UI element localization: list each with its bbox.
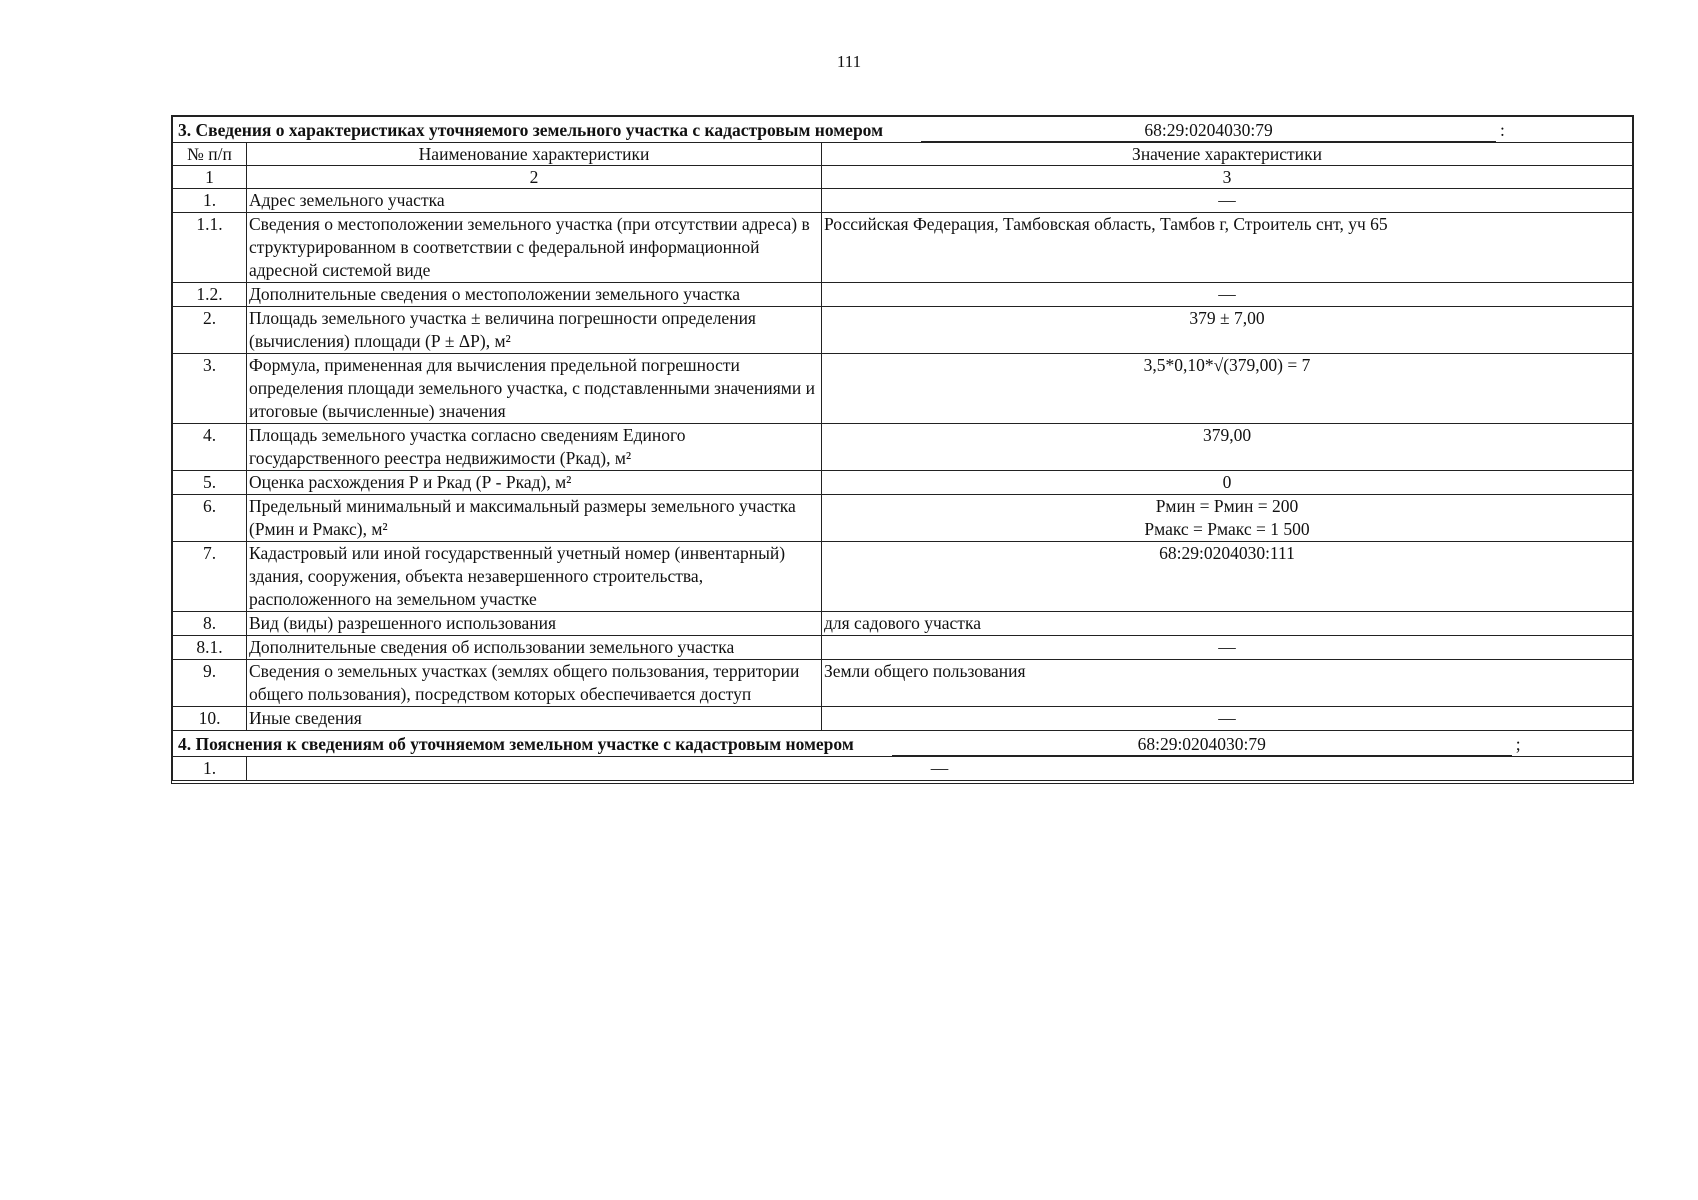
table-row (173, 354, 1633, 424)
section4-cadastral-number: 68:29:0204030:79 (892, 733, 1512, 756)
row-name: Площадь земельного участка ± величина погрешности определения (вычисления) площади (Р ± ΔР), м² (247, 307, 822, 354)
index-num: 1 (173, 166, 247, 189)
row-num: 7. (173, 542, 247, 612)
table-row (173, 471, 1633, 495)
table-row (173, 189, 1633, 213)
table-row (173, 213, 1633, 283)
characteristics-table (172, 116, 1633, 783)
bottom-border-row (173, 781, 1633, 784)
section4-end-mark: ; (1515, 734, 1521, 754)
row-name: Предельный минимальный и максимальный размеры земельного участка (Рмин и Рмакс), м² (247, 495, 822, 542)
section3-end-mark: : (1500, 120, 1505, 140)
row-name: Сведения о земельных участках (землях общего пользования, территории общего пользования), посредством которых обеспечивается доступ (247, 660, 822, 707)
index-value: 3 (822, 166, 1633, 189)
row-value: 3,5*0,10*√(379,00) = 7 (822, 354, 1633, 424)
row-value: 68:29:0204030:111 (822, 542, 1633, 612)
row-num: 1. (173, 189, 247, 213)
row-value: — (822, 189, 1633, 213)
row-name: Дополнительные сведения о местоположении земельного участка (247, 283, 822, 307)
row-num: 5. (173, 471, 247, 495)
header-num: № п/п (173, 143, 247, 166)
row-num: 3. (173, 354, 247, 424)
column-header-row (173, 143, 1633, 166)
row-num: 1.2. (173, 283, 247, 307)
row-num: 8. (173, 612, 247, 636)
table-row (173, 542, 1633, 612)
row-name: Площадь земельного участка согласно сведениям Единого государственного реестра недвижимости (Ркад), м² (247, 424, 822, 471)
row-value: 379,00 (822, 424, 1633, 471)
row-name: Кадастровый или иной государственный учетный номер (инвентарный) здания, сооружения, объекта незавершенного строительства, расположенного на земельном участке (247, 542, 822, 612)
column-index-row (173, 166, 1633, 189)
row-value (822, 495, 1633, 542)
row-num: 1.1. (173, 213, 247, 283)
table-row (173, 636, 1633, 660)
header-name: Наименование характеристики (247, 143, 822, 166)
row-value: — (822, 636, 1633, 660)
row-value: Российская Федерация, Тамбовская область, Тамбов г, Строитель снт, уч 65 (822, 213, 1633, 283)
table-row (173, 612, 1633, 636)
row-num: 8.1. (173, 636, 247, 660)
row-name: Иные сведения (247, 707, 822, 731)
page-number: 111 (836, 52, 862, 71)
table-row (173, 707, 1633, 731)
section3-cadastral-number: 68:29:0204030:79 (921, 119, 1496, 142)
table-row (173, 307, 1633, 354)
row-name: Формула, примененная для вычисления предельной погрешности определения площади земельного участка, с подставленными значениями и итоговые (вычисленные) значения (247, 354, 822, 424)
section4-header (173, 731, 1633, 757)
explanation-text: — (247, 757, 1633, 781)
explanation-num: 1. (173, 757, 247, 781)
row-value: — (822, 707, 1633, 731)
header-value: Значение характеристики (822, 143, 1633, 166)
row-name: Дополнительные сведения об использовании земельного участка (247, 636, 822, 660)
table-row (173, 660, 1633, 707)
row-value: для садового участка (822, 612, 1633, 636)
row-num: 9. (173, 660, 247, 707)
table-row (173, 424, 1633, 471)
row-value: Земли общего пользования (822, 660, 1633, 707)
row-value-min: Рмин = Рмин = 200 (1155, 496, 1299, 516)
row-name: Вид (виды) разрешенного использования (247, 612, 822, 636)
row-value: 0 (822, 471, 1633, 495)
section3-title: 3. Сведения о характеристиках уточняемого земельного участка с кадастровым номером (178, 120, 884, 140)
section3-header (173, 117, 1633, 143)
land-plot-document (171, 115, 1634, 784)
row-num: 4. (173, 424, 247, 471)
index-name: 2 (247, 166, 822, 189)
table-row (173, 495, 1633, 542)
row-value: 379 ± 7,00 (822, 307, 1633, 354)
bottom-double-line (173, 781, 1633, 784)
row-name: Сведения о местоположении земельного участка (при отсутствии адреса) в структурированном в соответствии с федеральной информационной адресной системой виде (247, 213, 822, 283)
row-name: Оценка расхождения Р и Ркад (Р - Ркад), м² (247, 471, 822, 495)
row-num: 6. (173, 495, 247, 542)
row-num: 10. (173, 707, 247, 731)
row-num: 2. (173, 307, 247, 354)
section4-title: 4. Пояснения к сведениям об уточняемом земельном участке с кадастровым номером (178, 734, 854, 754)
row-value: — (822, 283, 1633, 307)
row-name: Адрес земельного участка (247, 189, 822, 213)
explanation-row (173, 757, 1633, 781)
table-row (173, 283, 1633, 307)
row-value-max: Рмакс = Рмакс = 1 500 (1144, 519, 1310, 539)
